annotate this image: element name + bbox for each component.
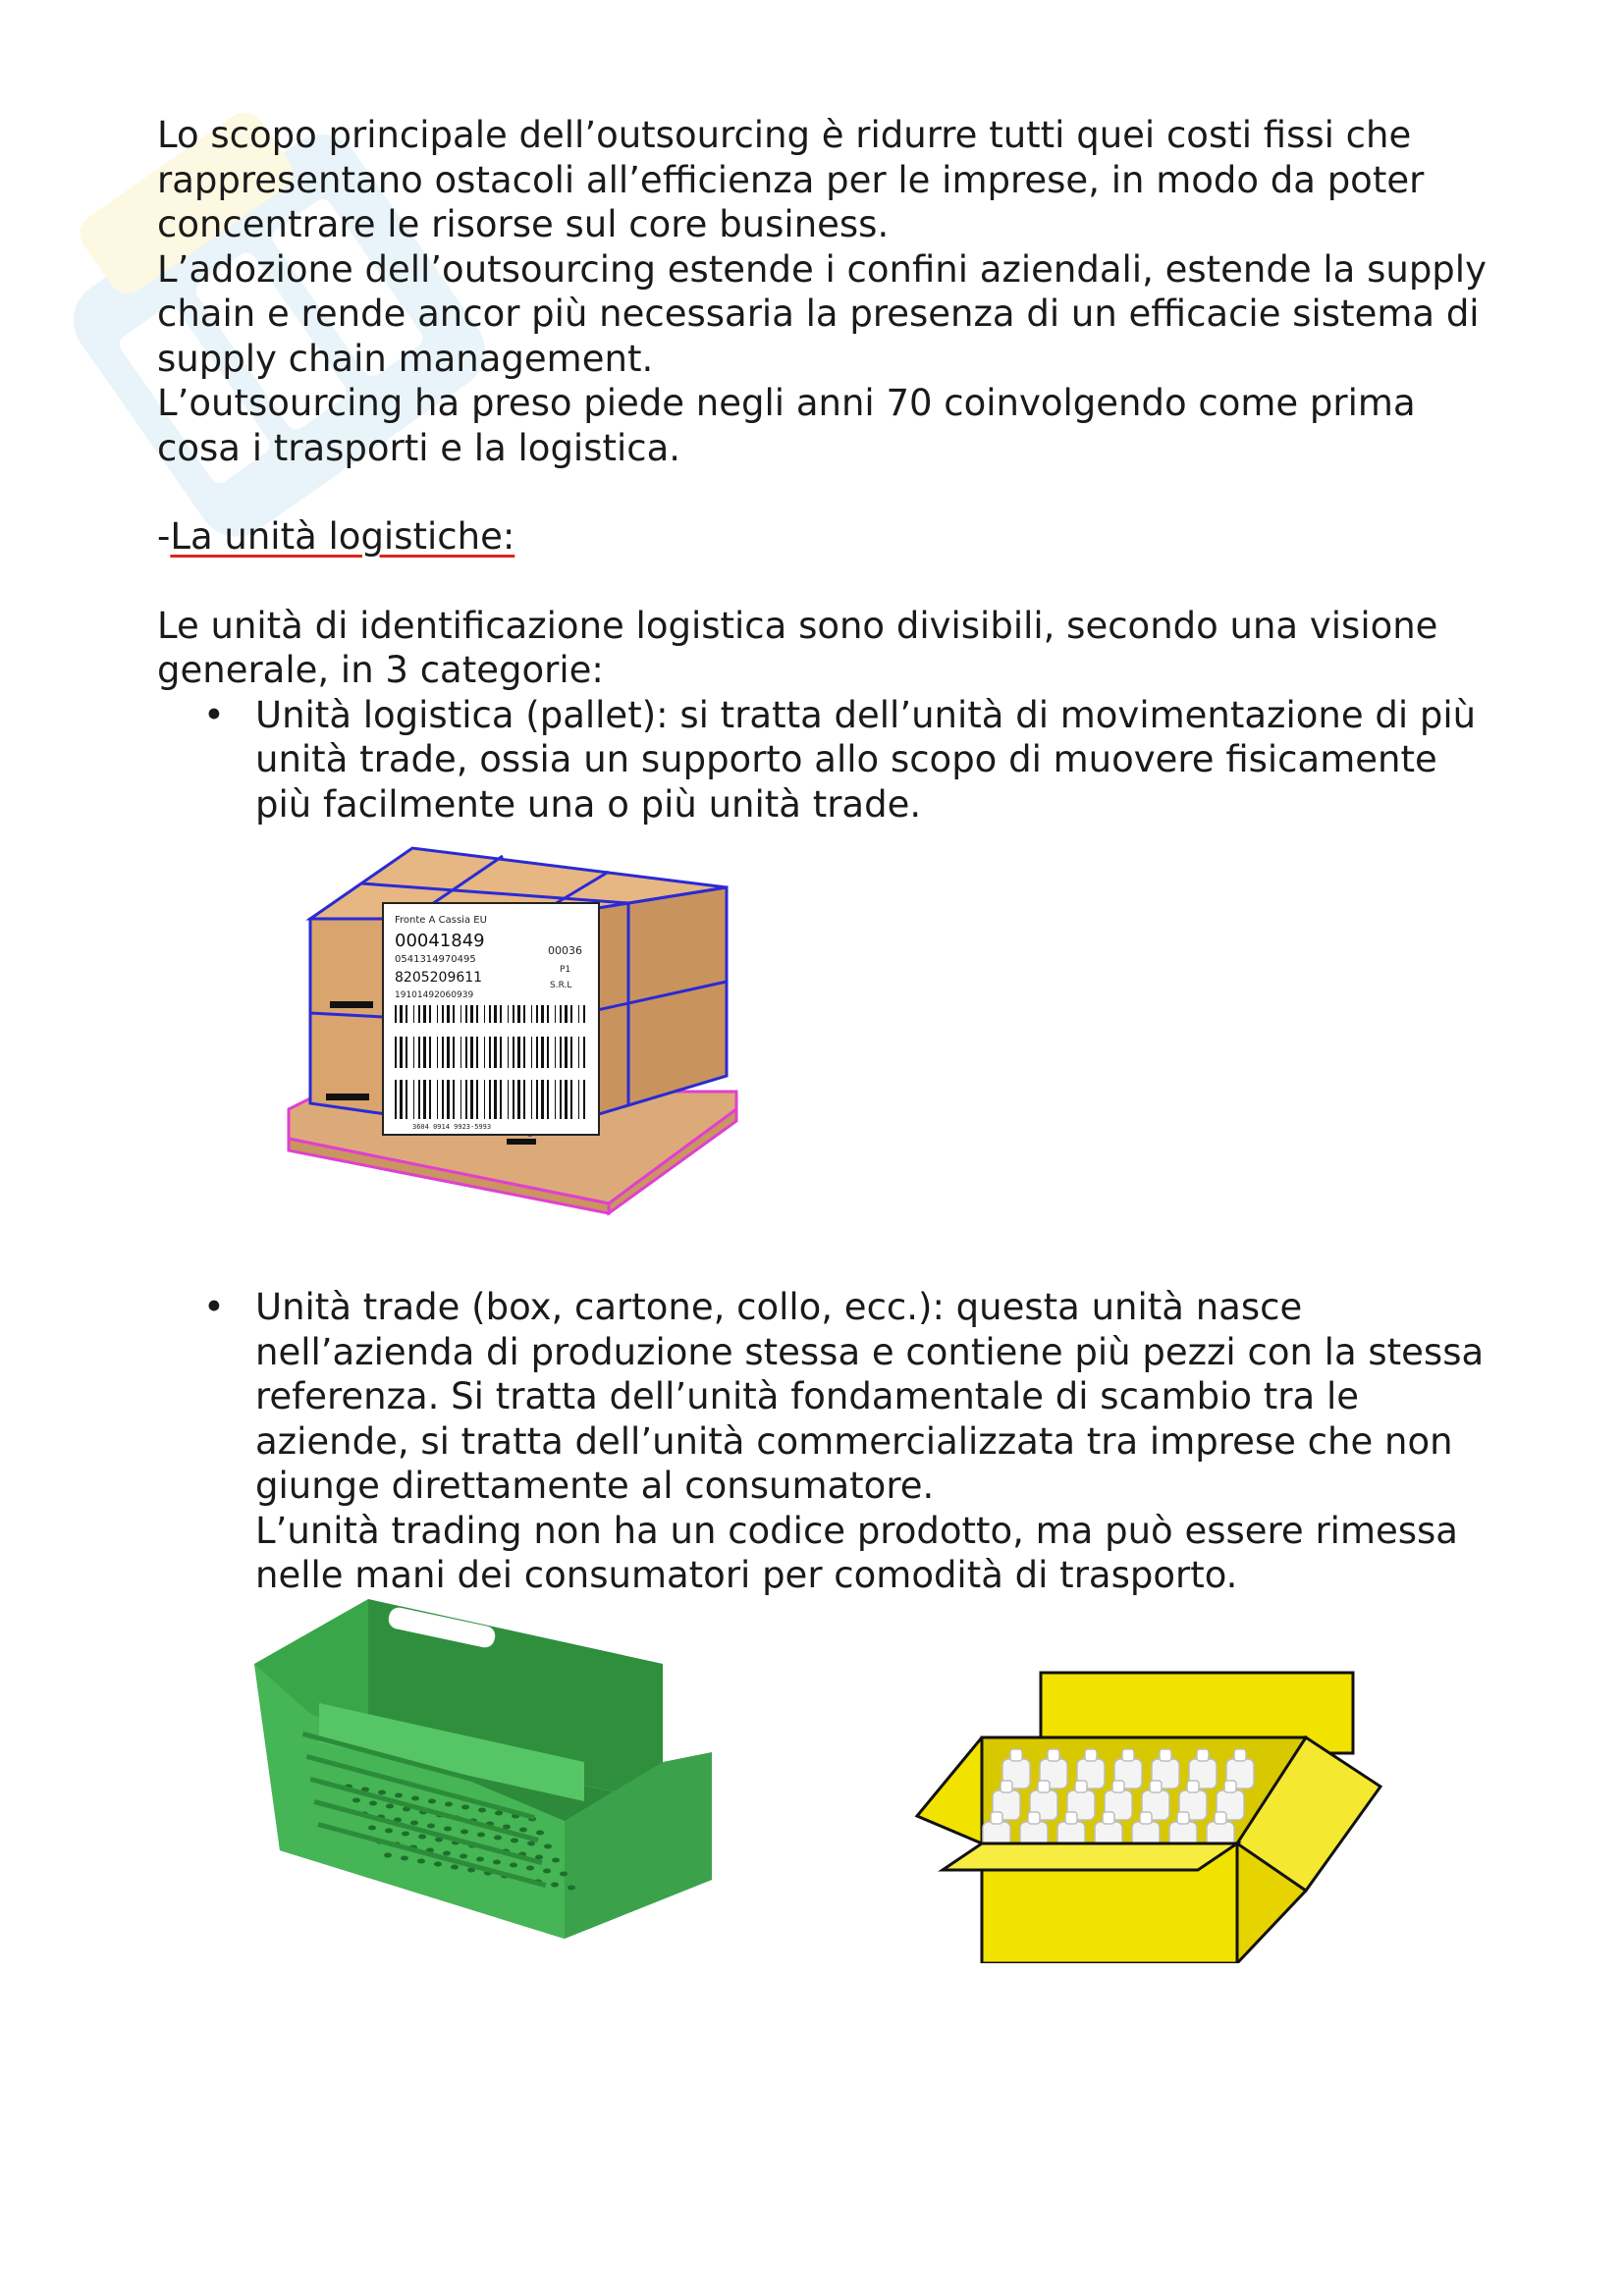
label-code-1: 00041849 [395, 931, 485, 951]
carton-illustration [913, 1669, 1384, 1963]
label-code-4: 19101492060939 [395, 990, 474, 1000]
label-code-6: P1 [560, 965, 571, 975]
heading-title: La unità logistiche: [170, 515, 515, 558]
label-code-5: 00036 [548, 944, 582, 957]
bullet-list [157, 1285, 1492, 1598]
section-lead: Le unità di identificazione logistica sono divisibili, secondo una visione generale, in 3 categorie: [157, 604, 1438, 691]
label-line-1: Fronte A Cassia EU [395, 915, 487, 926]
label-code-7: S.R.L [550, 981, 572, 990]
pallet-illustration [285, 844, 746, 1217]
section-heading [157, 514, 1492, 560]
crate-illustration [250, 1595, 722, 1968]
intro-paragraph-2: L’adozione dell’outsourcing estende i confini aziendali, estende la supply chain e rende ancor più necessaria la presenza di un efficacie sistema di supply chain management. [157, 247, 1487, 380]
bullet-item [157, 1285, 1492, 1598]
label-code-3: 8205209611 [395, 970, 483, 986]
intro-paragraph-1: Lo scopo principale dell’outsourcing è ridurre tutti quei costi fissi che rappresentano ostacoli all’efficienza per le imprese, in modo da poter concentrare le risorse sul core business. [157, 114, 1425, 245]
intro-paragraph-3: L’outsourcing ha preso piede negli anni 70 coinvolgendo come prima cosa i trasporti e la logistica. [157, 382, 1416, 469]
label-code-2: 0541314970495 [395, 954, 476, 965]
bullet-text: L’unità trading non ha un codice prodotto, ma può essere rimessa nelle mani dei consumatori per comodità di trasporto. [255, 1509, 1458, 1596]
bullet-list [157, 693, 1492, 828]
bullet-text: Unità trade (box, cartone, collo, ecc.): questa unità nasce nell’azienda di produzione stessa e contiene più pezzi con la stessa referenza. Si tratta dell’unità fondamentale di scambio tra le aziende, si tratta dell’unità commercializzata tra imprese che non giunge direttamente al consumatore. [255, 1286, 1485, 1507]
shipping-label [383, 903, 599, 1135]
label-code-8: 3604 0914 9923-5993 [412, 1123, 492, 1131]
heading-dash: - [157, 515, 171, 558]
bullet-item: • Unità logistica (pallet): si tratta dell’unità di movimentazione di più unità trade, ossia un supporto allo scopo di muovere fisicamente più facilmente una o più unità trade. [157, 693, 1492, 828]
